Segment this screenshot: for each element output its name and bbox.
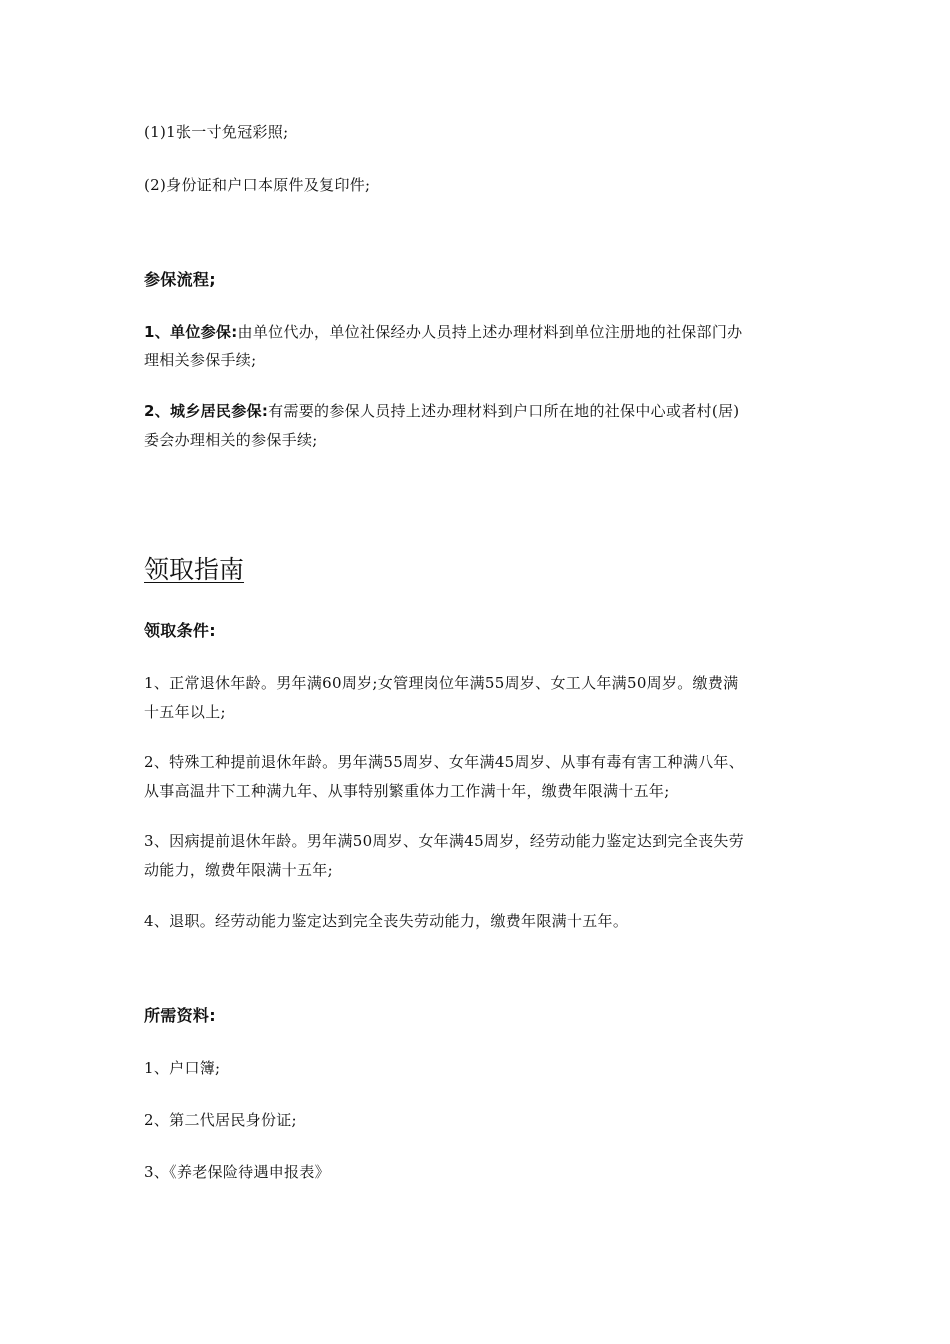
enrollment-unit-line1 [144,322,824,342]
guide-heading: 领取指南 [144,555,245,584]
condition-item-2-line2: 从事高温井下工种满九年、从事特别繁重体力工作满十年，缴费年限满十五年; [144,782,670,800]
condition-item-1-line2: 十五年以上; [144,703,226,721]
enrollment-resident-line2: 委会办理相关的参保手续; [144,431,318,449]
enrollment-resident-line1 [144,401,824,421]
enrollment-unit-text: 由单位代办，单位社保经办人员持上述办理材料到单位注册地的社保部门办 [237,323,743,341]
conditions-title: 领取条件: [144,621,216,640]
condition-item-3-line2: 动能力，缴费年限满十五年; [144,861,333,879]
document-item-1: 1、户口簿; [144,1059,221,1077]
material-item-photo: (1)1张一寸免冠彩照; [144,123,289,141]
condition-item-3-line1: 3、因病提前退休年龄。男年满50周岁、女年满45周岁，经劳动能力鉴定达到完全丧失劳 [144,832,745,850]
condition-item-4-line1: 4、退职。经劳动能力鉴定达到完全丧失劳动能力，缴费年限满十五年。 [144,912,629,930]
document-item-3: 3、《养老保险待遇申报表》 [144,1163,330,1181]
documents-title: 所需资料: [144,1006,216,1025]
enrollment-title: 参保流程; [144,270,216,289]
enrollment-resident-text: 有需要的参保人员持上述办理材料到户口所在地的社保中心或者村(居) [268,402,740,420]
enrollment-resident-label: 2、城乡居民参保: [144,402,269,420]
enrollment-unit-label: 1、单位参保: [144,323,238,341]
condition-item-1-line1: 1、正常退休年龄。男年满60周岁;女管理岗位年满55周岁、女工人年满50周岁。缴费满 [144,674,739,692]
document-item-2: 2、第二代居民身份证; [144,1111,297,1129]
enrollment-unit-line2: 理相关参保手续; [144,351,257,369]
material-item-id-card: (2)身份证和户口本原件及复印件; [144,176,371,194]
condition-item-2-line1: 2、特殊工种提前退休年龄。男年满55周岁、女年满45周岁、从事有毒有害工种满八年、 [144,753,745,771]
